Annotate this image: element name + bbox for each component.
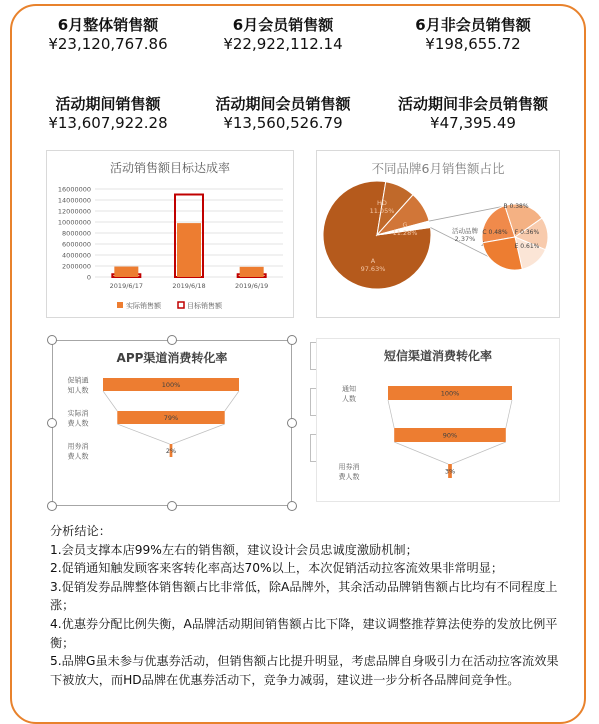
sub-pie-slice bbox=[483, 237, 523, 270]
app-funnel-svg bbox=[53, 341, 291, 505]
sub-pie-label: B 0.38% bbox=[503, 203, 529, 210]
conclusion-line: 1.会员支撑本店99%左右的销售额，建议设计会员忠诚度激励机制； bbox=[50, 542, 418, 557]
kpi-value: ¥13,560,526.79 bbox=[223, 114, 343, 132]
kpi-label: 6月整体销售额 bbox=[57, 16, 159, 34]
kpi-june-total bbox=[13, 16, 203, 54]
conclusion-line: 5.品牌G虽未参与优惠券活动，但销售额占比提升明显，考虑品牌自身吸引力在活动拉客流效果下被放大，而HD品牌在优惠券活动下，竞争力减弱，建议进一步分析各品牌间竞争性。 bbox=[50, 654, 559, 687]
kpi-label: 活动期间会员销售额 bbox=[215, 95, 351, 113]
kpi-june-nonmember bbox=[378, 16, 568, 54]
kpi-june-member bbox=[188, 16, 378, 54]
y-tick-label: 6000000 bbox=[62, 240, 91, 249]
pie-value-label: 11.28% bbox=[392, 229, 418, 237]
kpi-label: 活动期间销售额 bbox=[55, 95, 161, 113]
pie-label: G bbox=[402, 221, 408, 229]
conclusion-line: 3.促销发券品牌整体销售额占比非常低，除A品牌外，其余活动品牌销售额占比均有不同程度上涨； bbox=[50, 579, 558, 613]
conclusion-block bbox=[50, 522, 565, 689]
legend-label: 实际销售额 bbox=[126, 302, 161, 310]
kpi-value: ¥23,120,767.86 bbox=[48, 35, 168, 53]
kpi-value: ¥47,395.49 bbox=[430, 114, 516, 132]
pie-value-label: 11.05% bbox=[369, 207, 395, 215]
kpi-event-nonmember bbox=[378, 95, 568, 133]
actual-bar bbox=[240, 267, 264, 277]
sms-funnel-chart bbox=[316, 338, 560, 502]
funnel-value-label: 3% bbox=[444, 467, 456, 476]
conclusion-line: 2.促销通知触发顾客来客转化率高达70%以上，本次促销活动拉客流效果非常明显； bbox=[50, 561, 504, 576]
funnel-value-label: 79% bbox=[163, 414, 179, 422]
target-bar-svg bbox=[47, 151, 293, 317]
y-tick-label: 14000000 bbox=[57, 196, 91, 205]
pie-label: HD bbox=[377, 199, 387, 207]
funnel-category-label: 人数 bbox=[342, 395, 356, 403]
funnel-category-label: 费人数 bbox=[67, 419, 89, 428]
funnel-connector bbox=[103, 391, 239, 411]
app-funnel-chart[interactable] bbox=[52, 340, 292, 506]
actual-bar bbox=[177, 223, 201, 277]
funnel-connector bbox=[394, 442, 506, 464]
kpi-event-total bbox=[13, 95, 203, 133]
kpi-label: 活动期间非会员销售额 bbox=[397, 95, 548, 113]
conclusion-line: 4.优惠券分配比例失衡，A品牌活动期间销售额占比下降，建议调整推荐算法使券的发放比例平衡； bbox=[50, 616, 558, 650]
legend-label: 目标销售额 bbox=[187, 302, 222, 310]
actual-bar bbox=[114, 267, 138, 277]
y-tick-label: 0 bbox=[86, 273, 91, 282]
funnel-value-label: 100% bbox=[161, 381, 181, 389]
funnel-category-label: 促销通 bbox=[67, 376, 89, 385]
pie-label: A bbox=[370, 257, 376, 265]
conclusion-heading: 分析结论： bbox=[50, 524, 111, 538]
chart-title: 不同品牌6月销售额占比 bbox=[371, 161, 505, 176]
funnel-value-label: 2% bbox=[165, 447, 177, 455]
sms-funnel-svg bbox=[317, 339, 559, 501]
y-tick-label: 4000000 bbox=[62, 251, 91, 260]
funnel-category-label: 用券消 bbox=[338, 463, 360, 471]
kpi-value: ¥198,655.72 bbox=[425, 35, 521, 53]
kpi-value: ¥22,922,112.14 bbox=[223, 35, 343, 53]
pie-value-label: 2.37% bbox=[454, 235, 476, 243]
pie-label: 活动品牌 bbox=[452, 227, 478, 235]
funnel-category-label: 费人数 bbox=[67, 452, 89, 461]
sub-pie-label: E 0.61% bbox=[514, 243, 540, 250]
funnel-category-label: 实际消 bbox=[67, 409, 89, 418]
resize-handle-left[interactable] bbox=[47, 418, 57, 428]
y-tick-label: 10000000 bbox=[57, 218, 91, 227]
pie-value-label: 97.63% bbox=[360, 265, 386, 273]
funnel-connector bbox=[388, 400, 512, 428]
resize-handle-bottom[interactable] bbox=[167, 501, 177, 511]
y-tick-label: 8000000 bbox=[62, 229, 91, 238]
funnel-category-label: 知人数 bbox=[67, 386, 89, 395]
kpi-label: 6月非会员销售额 bbox=[415, 16, 531, 34]
sub-pie-label: C 0.48% bbox=[482, 229, 508, 236]
brand-share-chart bbox=[316, 150, 560, 318]
legend-swatch-target bbox=[178, 302, 184, 308]
chart-title: 短信渠道消费转化率 bbox=[383, 349, 492, 363]
chart-title: APP渠道消费转化率 bbox=[116, 351, 228, 365]
y-tick-label: 2000000 bbox=[62, 262, 91, 271]
funnel-value-label: 100% bbox=[440, 389, 460, 398]
resize-handle-bottom-right[interactable] bbox=[287, 501, 297, 511]
x-tick-label: 2019/6/19 bbox=[234, 282, 269, 290]
funnel-connector bbox=[117, 424, 224, 444]
resize-handle-top-left[interactable] bbox=[47, 335, 57, 345]
kpi-event-member bbox=[188, 95, 378, 133]
resize-handle-bottom-left[interactable] bbox=[47, 501, 57, 511]
kpi-value: ¥13,607,922.28 bbox=[48, 114, 168, 132]
funnel-category-label: 用券消 bbox=[67, 442, 89, 451]
legend-swatch-actual bbox=[117, 302, 123, 308]
resize-handle-top-right[interactable] bbox=[287, 335, 297, 345]
target-achievement-chart bbox=[46, 150, 294, 318]
chart-title: 活动销售额目标达成率 bbox=[109, 161, 230, 175]
kpi-label: 6月会员销售额 bbox=[232, 16, 334, 34]
funnel-category-label: 通知 bbox=[342, 385, 356, 393]
x-tick-label: 2019/6/17 bbox=[109, 282, 144, 290]
resize-handle-right[interactable] bbox=[287, 418, 297, 428]
sub-pie-label: F 0.36% bbox=[514, 229, 540, 236]
y-tick-label: 12000000 bbox=[57, 207, 91, 216]
y-tick-label: 16000000 bbox=[57, 185, 91, 194]
brand-pie-svg bbox=[317, 151, 559, 317]
funnel-value-label: 90% bbox=[442, 431, 458, 440]
x-tick-label: 2019/6/18 bbox=[172, 282, 206, 290]
funnel-category-label: 费人数 bbox=[338, 473, 360, 481]
resize-handle-top[interactable] bbox=[167, 335, 177, 345]
